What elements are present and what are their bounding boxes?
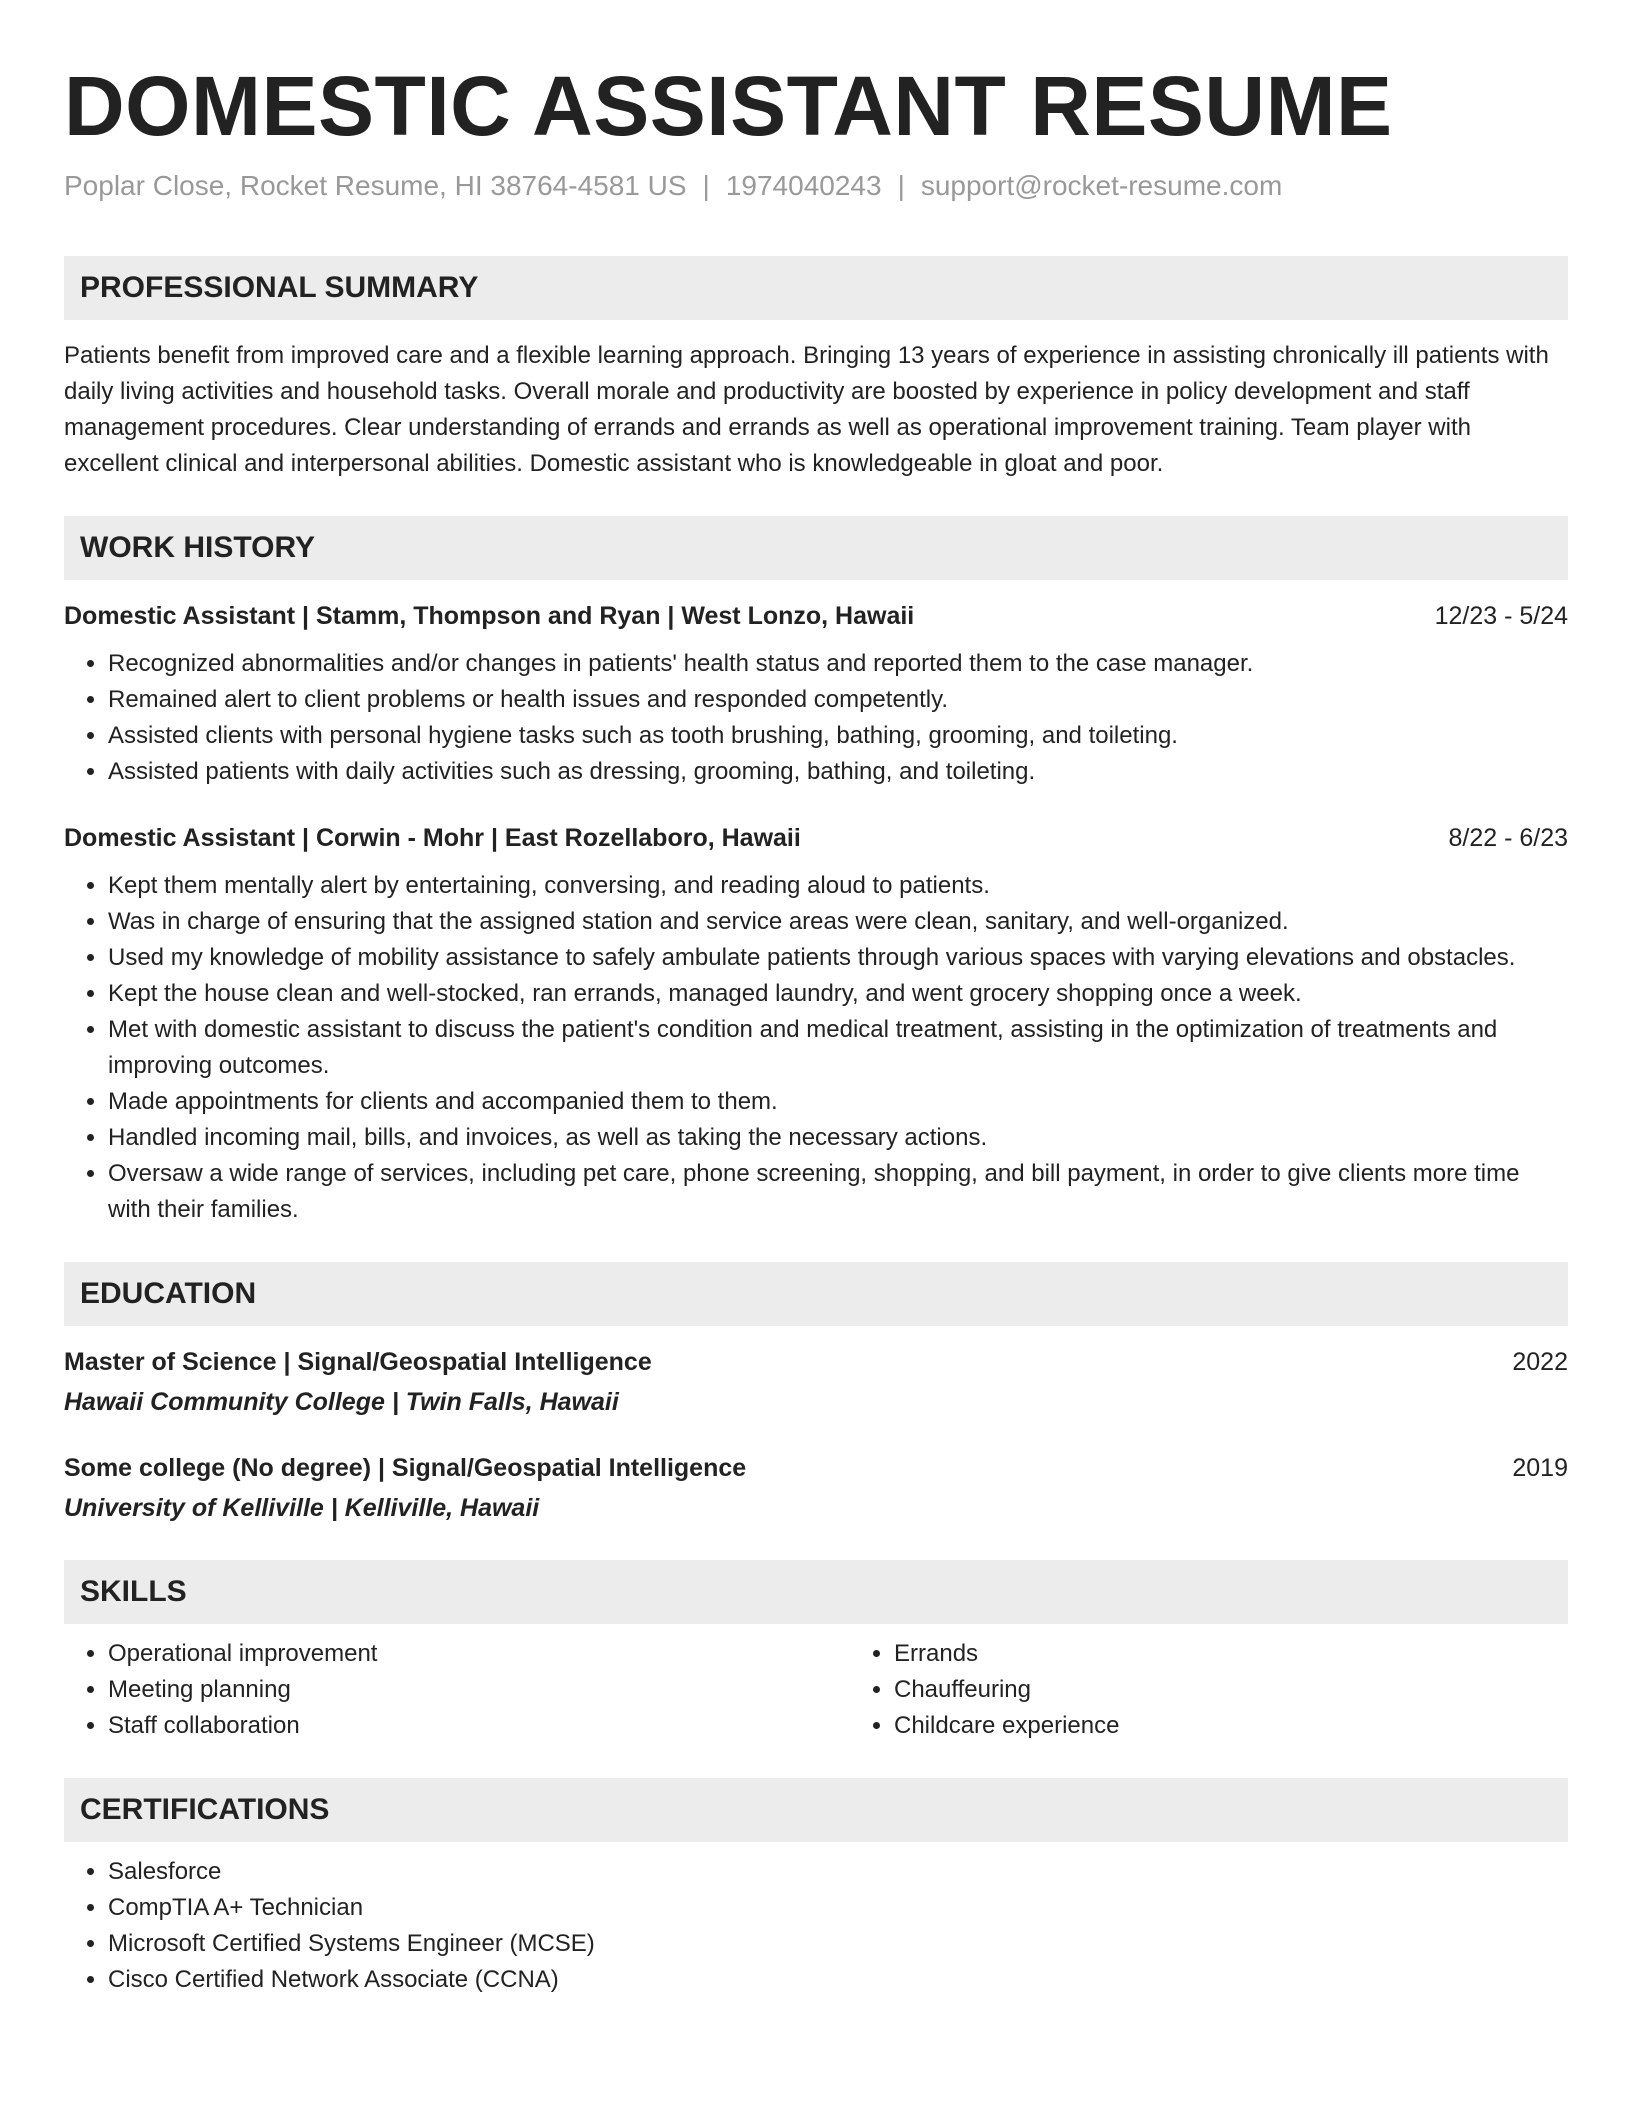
job-heading [64,820,1568,856]
contact-email: support@rocket-resume.com [920,170,1283,201]
certifications-list [64,1854,1568,1998]
list-item: • Oversaw a wide range of services, including pet care, phone screening, shopping, and bill payment, in order to give clients more time with their families. [108,1156,1568,1228]
education-year: 2019 [1512,1454,1568,1482]
page-title: DOMESTIC ASSISTANT RESUME [64,59,1393,153]
degree-line: Master of Science | Signal/Geospatial Intelligence [64,1348,652,1376]
list-item: • Handled incoming mail, bills, and invoices, as well as taking the necessary actions. [108,1120,1568,1156]
contact-phone: 1974040243 [725,170,882,201]
list-item: • Was in charge of ensuring that the assigned station and service areas were clean, sanitary, and well-organized. [108,904,1568,940]
list-item: • Made appointments for clients and accompanied them to them. [108,1084,1568,1120]
skills-columns [64,1636,1568,1744]
contact-line [64,170,1568,202]
contact-address: Poplar Close, Rocket Resume, HI 38764-4581 US [64,170,687,201]
job-dates: 12/23 - 5/24 [1434,602,1568,630]
section-title-education: EDUCATION [64,1262,1568,1326]
education-heading [64,1450,1568,1486]
list-item: • Microsoft Certified Systems Engineer (MCSE) [108,1926,1568,1962]
list-item: • CompTIA A+ Technician [108,1890,1568,1926]
job-heading [64,598,1568,634]
list-item: • Staff collaboration [108,1708,850,1744]
degree-line: Some college (No degree) | Signal/Geospatial Intelligence [64,1454,747,1482]
list-item: • Cisco Certified Network Associate (CCNA) [108,1962,1568,1998]
list-item: • Recognized abnormalities and/or changes in patients' health status and reported them to the case manager. [108,646,1568,682]
school-line: University of Kelliville | Kelliville, Hawaii [64,1494,540,1522]
certifications-block [64,1854,1568,1998]
job-title-line: Domestic Assistant | Stamm, Thompson and Ryan | West Lonzo, Hawaii [64,602,915,630]
list-item: • Kept the house clean and well-stocked, ran errands, managed laundry, and went grocery shopping once a week. [108,976,1568,1012]
list-item: • Remained alert to client problems or health issues and responded competently. [108,682,1568,718]
list-item: • Kept them mentally alert by entertaining, conversing, and reading aloud to patients. [108,868,1568,904]
section-title-summary: PROFESSIONAL SUMMARY [64,256,1568,320]
list-item: • Childcare experience [894,1708,1632,1744]
skills-list-right [850,1636,1632,1744]
summary-text: Patients benefit from improved care and a flexible learning approach. Bringing 13 years of experience in assisting chronically ill patients with daily living activities and household tasks. Overall morale and productivity are boosted by experience in policy development and staff management procedures. Clear understanding of errands and errands as well as operational improvement training. Team player with excellent clinical and interpersonal abilities. Domestic assistant who is knowledgeable in gloat and poor. [64,342,1549,477]
list-item: • Used my knowledge of mobility assistance to safely ambulate patients through various spaces with varying elevations and obstacles. [108,940,1568,976]
list-item: • Met with domestic assistant to discuss the patient's condition and medical treatment, assisting in the optimization of treatments and improving outcomes. [108,1012,1568,1084]
section-title-work-history: WORK HISTORY [64,516,1568,580]
list-item: • Operational improvement [108,1636,850,1672]
skills-list-left [64,1636,850,1744]
section-title-certifications: CERTIFICATIONS [64,1778,1568,1842]
list-item: • Errands [894,1636,1632,1672]
list-item: • Assisted clients with personal hygiene tasks such as tooth brushing, bathing, grooming, and toileting. [108,718,1568,754]
list-item: • Chauffeuring [894,1672,1632,1708]
education-heading [64,1344,1568,1380]
contact-separator: | [702,170,710,201]
list-item: • Meeting planning [108,1672,850,1708]
list-item: • Assisted patients with daily activities such as dressing, grooming, bathing, and toileting. [108,754,1568,790]
list-item: • Salesforce [108,1854,1568,1890]
job-bullets [64,868,1568,1228]
school-line: Hawaii Community College | Twin Falls, Hawaii [64,1388,619,1416]
section-title-skills: SKILLS [64,1560,1568,1624]
education-year: 2022 [1512,1348,1568,1376]
job-title-line: Domestic Assistant | Corwin - Mohr | East Rozellaboro, Hawaii [64,824,801,852]
contact-separator: | [897,170,905,201]
job-dates: 8/22 - 6/23 [1448,824,1568,852]
job-bullets [64,646,1568,790]
